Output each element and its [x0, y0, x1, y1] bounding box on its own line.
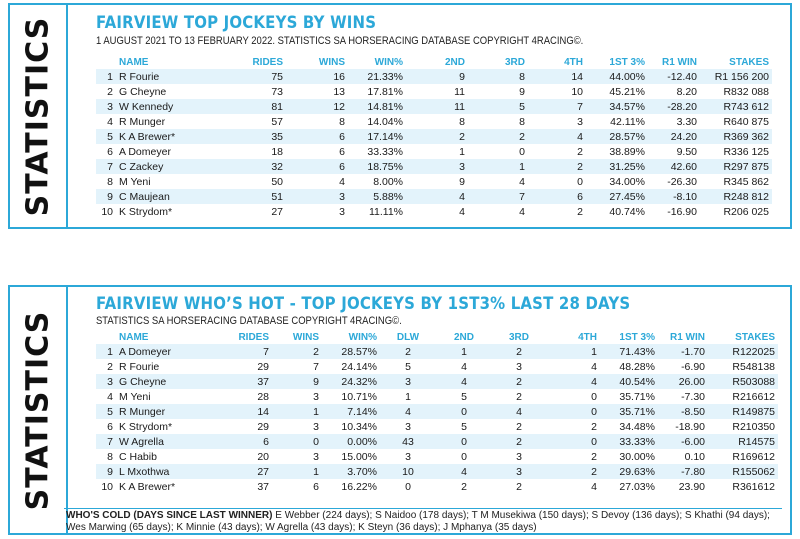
table-row [96, 204, 772, 219]
table-cell: 29 [257, 420, 269, 433]
table-cell: 3 [313, 390, 319, 403]
table-cell: 0 [577, 175, 583, 188]
table-cell: R210350 [732, 420, 775, 433]
table-cell: M Yeni [119, 175, 151, 188]
table-cell: M Yeni [119, 390, 151, 403]
table-cell: 4 [380, 404, 436, 419]
table-cell: 21.33% [348, 69, 406, 84]
table-cell: 16.22% [341, 480, 377, 493]
table-cell: -6.00 [658, 434, 708, 449]
table-cell: 15.00% [341, 450, 377, 463]
column-header: NAME [119, 56, 149, 68]
table-cell: 11.11% [368, 205, 403, 218]
table-cell: R743 612 [700, 99, 772, 114]
table-cell: 2 [380, 344, 436, 359]
column-header: WIN% [374, 56, 403, 68]
table-row [96, 359, 778, 374]
table-cell: 40.54% [600, 374, 658, 389]
table-cell: 43 [380, 434, 436, 449]
table-cell: R548138 [732, 360, 775, 373]
table-cell: 14.81% [348, 99, 406, 114]
table-cell: 23.90 [678, 480, 705, 493]
table-cell: -16.90 [667, 205, 697, 218]
table-cell: 5.88% [348, 189, 406, 204]
table-cell: 1 [546, 344, 600, 359]
table-cell: 16 [286, 69, 348, 84]
table-cell: 10.71% [341, 390, 377, 403]
table-cell: 10 [101, 205, 113, 218]
table-cell: 24.32% [322, 374, 380, 389]
table-cell: 7 [212, 344, 272, 359]
table-cell: 1 [405, 390, 411, 403]
table-cell: 50 [271, 175, 283, 188]
column-header: 4TH [564, 56, 583, 68]
table-cell: 75 [216, 69, 286, 84]
table-cell: -18.90 [675, 420, 705, 433]
column-header: WIN% [348, 331, 377, 343]
table-cell: 3 [286, 189, 348, 204]
table-row [96, 479, 778, 494]
column-header: RIDES [238, 331, 269, 343]
table-cell: 0 [436, 434, 492, 449]
table-cell: R832 088 [723, 85, 769, 98]
table-cell: 0 [272, 434, 322, 449]
whos-cold-label: WHO'S COLD (DAYS SINCE LAST WINNER) [66, 510, 273, 521]
column-header: WINS [292, 331, 319, 343]
table-cell: 5 [405, 360, 411, 373]
table-cell: 57 [271, 115, 283, 128]
table-cell: 6 [212, 434, 272, 449]
table-cell: 7.14% [322, 404, 380, 419]
table-cell: 32 [216, 159, 286, 174]
table-row [96, 144, 772, 159]
table-cell: G Cheyne [116, 374, 212, 389]
table-cell: 2 [492, 434, 546, 449]
column-header: 3RD [504, 56, 525, 68]
column-header [96, 330, 116, 344]
table-cell: R Fourie [119, 360, 160, 373]
column-header: 1ST 3% [609, 56, 645, 68]
table-cell: 4 [436, 464, 492, 479]
table-cell: 10 [380, 464, 436, 479]
table-cell: 8.20 [676, 85, 697, 98]
table-cell: 7 [313, 360, 319, 373]
table-cell: 4 [519, 175, 525, 188]
column-header: 1ST 3% [619, 331, 655, 343]
table-cell: 35.71% [619, 390, 655, 403]
table-row [96, 114, 772, 129]
table-row [96, 374, 778, 389]
table-cell: R Munger [116, 404, 212, 419]
column-header: STAKES [729, 56, 769, 68]
table-cell: 7 [528, 99, 586, 114]
table-cell: W Agrella [116, 434, 212, 449]
table-cell: 27 [271, 205, 283, 218]
table-cell: 7 [468, 189, 528, 204]
table-cell: 28 [257, 390, 269, 403]
panel-content [66, 287, 782, 533]
table-cell: C Habib [119, 450, 157, 463]
table-cell: 9.50 [676, 145, 697, 158]
side-label: STATISTICS [20, 16, 56, 216]
table-cell: -7.80 [658, 464, 708, 479]
table-cell: 2 [528, 159, 586, 174]
table-cell: 3 [339, 205, 345, 218]
table-cell: 2 [591, 420, 597, 433]
table-cell: 2 [107, 85, 113, 98]
table-cell: G Cheyne [119, 85, 167, 98]
table-cell: 6 [107, 145, 113, 158]
table-cell: 3 [313, 420, 319, 433]
table-cell: 7 [96, 159, 116, 174]
table-cell: 3 [380, 374, 436, 389]
table-cell: -1.70 [658, 344, 708, 359]
table-cell: 7 [96, 434, 116, 449]
table-cell: 18.75% [348, 159, 406, 174]
table-cell: 3 [405, 420, 411, 433]
table-cell: 4 [107, 115, 113, 128]
table-cell: R169612 [732, 450, 775, 463]
table-cell: 5 [468, 99, 528, 114]
table-cell: 3 [516, 360, 522, 373]
table-cell: 2 [468, 129, 528, 144]
table-cell: 5 [461, 420, 467, 433]
table-cell: 2 [492, 344, 546, 359]
table-cell: C Maujean [116, 189, 216, 204]
table-cell: 2 [492, 374, 546, 389]
table-cell: 1 [96, 69, 116, 84]
table-cell: R155062 [708, 464, 778, 479]
column-header: R1 WIN [670, 331, 705, 343]
table-cell: 6 [286, 129, 348, 144]
table-cell: R361612 [732, 480, 775, 493]
table-cell: 6 [528, 189, 586, 204]
table-header-row [96, 55, 772, 69]
table-cell: -6.90 [681, 360, 705, 373]
column-header: WINS [318, 56, 345, 68]
table-cell: 1 [436, 344, 492, 359]
table-cell: 4 [519, 205, 525, 218]
column-header: STAKES [735, 331, 775, 343]
table-cell: 3 [577, 115, 583, 128]
table-body [96, 344, 778, 494]
table-row [96, 84, 772, 99]
table-cell: 2 [516, 390, 522, 403]
table-cell: 33.33% [367, 145, 403, 158]
table-cell: 44.00% [586, 69, 648, 84]
table-cell: 14.04% [367, 115, 403, 128]
table-cell: 0.10 [684, 450, 705, 463]
table-row [96, 449, 778, 464]
table-cell: 34.48% [619, 420, 655, 433]
table-cell: 2 [406, 129, 468, 144]
table-cell: 20 [257, 450, 269, 463]
table-cell: 0 [461, 450, 467, 463]
table-header-row [96, 330, 778, 344]
table-cell: 1 [96, 344, 116, 359]
table-cell: 4 [406, 189, 468, 204]
table-cell: 10 [101, 480, 113, 493]
table-cell: 2 [516, 480, 522, 493]
table-cell: 2 [546, 464, 600, 479]
table-cell: 12 [286, 99, 348, 114]
table-cell: 73 [271, 85, 283, 98]
table-cell: L Mxothwa [116, 464, 212, 479]
table-row [96, 174, 772, 189]
table-cell: 2 [461, 480, 467, 493]
table-cell: 8 [339, 115, 345, 128]
table-cell: R640 875 [723, 115, 769, 128]
table-row [96, 404, 778, 419]
table-row [96, 419, 778, 434]
table-cell: 2 [516, 420, 522, 433]
table-cell: 34.00% [609, 175, 645, 188]
table-cell: 26.00 [658, 374, 708, 389]
table-cell: 3.30 [676, 115, 697, 128]
side-label-box [10, 5, 68, 227]
table-row [96, 159, 772, 174]
table-cell: 38.89% [609, 145, 645, 158]
whos-cold-text: E Webber (224 days); S Naidoo (178 days); T M Musekiwa (150 days); S Devoy (136 days); S Khathi (94 days); Wes Marwing (65 days); K Minnie (43 days); W Agrella (43 days); K Steyn (36 days); J Mphanya (35 days) [66, 510, 770, 533]
table-cell: 3 [492, 464, 546, 479]
table-cell: 2 [577, 205, 583, 218]
table-cell: 8.00% [373, 175, 403, 188]
table-cell: 28.57% [586, 129, 648, 144]
table-cell: 0 [591, 390, 597, 403]
table-cell: 5 [96, 129, 116, 144]
column-header: 2ND [444, 56, 465, 68]
table-cell: K A Brewer* [116, 129, 216, 144]
table-cell: 10.34% [341, 420, 377, 433]
table-body [96, 69, 772, 219]
table-cell: 6 [339, 145, 345, 158]
table-cell: 30.00% [619, 450, 655, 463]
table-cell: 4 [436, 374, 492, 389]
table-cell: A Domeyer [116, 344, 212, 359]
table-cell: 31.25% [586, 159, 648, 174]
table-cell: W Kennedy [116, 99, 216, 114]
table-cell: 3 [313, 450, 319, 463]
table-cell: 37 [257, 480, 269, 493]
table-cell: 81 [216, 99, 286, 114]
table-cell: R14575 [708, 434, 778, 449]
table-cell: R1 156 200 [700, 69, 772, 84]
table-cell: 3 [96, 99, 116, 114]
table-cell: K Strydom* [119, 420, 173, 433]
table-cell: 29.63% [600, 464, 658, 479]
table-cell: 24.20 [648, 129, 700, 144]
table-cell: 1 [272, 404, 322, 419]
table-cell: 0.00% [322, 434, 380, 449]
column-header: 4TH [578, 331, 597, 343]
stats-panel-top-wins [8, 3, 792, 229]
table-cell: 51 [216, 189, 286, 204]
table-row [96, 99, 772, 114]
table-cell: 24.14% [341, 360, 377, 373]
table-cell: 0 [519, 145, 525, 158]
table-cell: R336 125 [723, 145, 769, 158]
table-cell: R149875 [708, 404, 778, 419]
table-cell: 45.21% [609, 85, 645, 98]
panel-subtitle: 1 AUGUST 2021 TO 13 FEBRUARY 2022. STATISTICS SA HORSERACING DATABASE COPYRIGHT 4RACING©. [96, 35, 584, 47]
table-cell: 9 [406, 69, 468, 84]
table-cell: 42.11% [610, 115, 645, 128]
table-cell: 35 [216, 129, 286, 144]
table-cell: -7.30 [681, 390, 705, 403]
table-cell: 0 [546, 434, 600, 449]
column-header: 3RD [508, 331, 529, 343]
table-cell: 2 [577, 145, 583, 158]
table-cell: A Domeyer [119, 145, 171, 158]
table-cell: 5 [461, 390, 467, 403]
table-cell: 0 [436, 404, 492, 419]
table-cell: 9 [459, 175, 465, 188]
table-cell: -12.40 [648, 69, 700, 84]
table-cell: K Strydom* [119, 205, 173, 218]
table-cell: 3 [405, 450, 411, 463]
table-cell: 27.45% [586, 189, 648, 204]
table-cell: -8.10 [648, 189, 700, 204]
table-cell: 8 [107, 175, 113, 188]
table-cell: C Zackey [116, 159, 216, 174]
table-cell: R345 862 [723, 175, 769, 188]
panel-content [96, 5, 782, 227]
table-cell: 42.60 [648, 159, 700, 174]
table-cell: R248 812 [700, 189, 772, 204]
whos-hot-table [96, 330, 778, 494]
table-cell: 11 [454, 85, 465, 98]
table-row [96, 344, 778, 359]
table-cell: 71.43% [600, 344, 658, 359]
table-row [96, 434, 778, 449]
table-cell: 29 [257, 360, 269, 373]
table-cell: 4 [339, 175, 345, 188]
panel-title: FAIRVIEW TOP JOCKEYS BY WINS [96, 13, 377, 33]
table-cell: 48.28% [619, 360, 655, 373]
panel-subtitle: STATISTICS SA HORSERACING DATABASE COPYRIGHT 4RACING©. [96, 315, 402, 327]
table-cell: K A Brewer* [119, 480, 176, 493]
table-row [96, 129, 772, 144]
top-jockeys-table [96, 55, 772, 219]
table-cell: 6 [286, 159, 348, 174]
table-cell: 33.33% [600, 434, 658, 449]
table-cell: 3.70% [322, 464, 380, 479]
table-cell: R297 875 [700, 159, 772, 174]
table-cell: R369 362 [700, 129, 772, 144]
table-cell: 8 [519, 115, 525, 128]
table-cell: 1 [272, 464, 322, 479]
column-header: 2ND [453, 331, 474, 343]
table-cell: 27.03% [619, 480, 655, 493]
table-cell: 4 [528, 129, 586, 144]
table-cell: 3 [516, 450, 522, 463]
side-label: STATISTICS [20, 310, 56, 510]
table-cell: R Fourie [116, 69, 216, 84]
side-label-box [10, 287, 68, 533]
column-header [96, 55, 116, 69]
table-cell: 17.14% [348, 129, 406, 144]
table-cell: 4 [461, 360, 467, 373]
column-header: DLW [396, 331, 420, 343]
table-cell: 2 [107, 360, 113, 373]
table-cell: 14 [212, 404, 272, 419]
table-cell: 9 [96, 464, 116, 479]
table-cell: 4 [492, 404, 546, 419]
table-row [96, 389, 778, 404]
table-cell: R122025 [708, 344, 778, 359]
table-row [96, 189, 772, 204]
table-cell: 37 [212, 374, 272, 389]
table-cell: -8.50 [658, 404, 708, 419]
table-cell: R Munger [119, 115, 166, 128]
table-cell: 18 [271, 145, 283, 158]
table-cell: R216612 [732, 390, 775, 403]
table-cell: 9 [272, 374, 322, 389]
table-row [96, 464, 778, 479]
table-cell: 0 [405, 480, 411, 493]
table-cell: 27 [212, 464, 272, 479]
table-cell: 9 [519, 85, 525, 98]
table-cell: 6 [107, 420, 113, 433]
table-cell: 1 [459, 145, 465, 158]
table-cell: 8 [107, 450, 113, 463]
table-cell: 4 [591, 480, 597, 493]
panel-title: FAIRVIEW WHO’S HOT - TOP JOCKEYS BY 1ST3% LAST 28 DAYS [96, 294, 631, 314]
table-cell: R503088 [708, 374, 778, 389]
table-cell: 34.57% [586, 99, 648, 114]
table-cell: 40.74% [609, 205, 645, 218]
table-cell: -28.20 [648, 99, 700, 114]
table-cell: 10 [571, 85, 583, 98]
table-cell: 11 [406, 99, 468, 114]
table-cell: 8 [459, 115, 465, 128]
table-cell: 4 [591, 360, 597, 373]
table-cell: 6 [313, 480, 319, 493]
table-cell: 9 [96, 189, 116, 204]
whos-cold-note [64, 508, 782, 534]
table-cell: 0 [546, 404, 600, 419]
table-cell: -26.30 [667, 175, 697, 188]
table-cell: 4 [459, 205, 465, 218]
column-header: RIDES [252, 56, 283, 68]
table-cell: 1 [468, 159, 528, 174]
table-cell: 35.71% [600, 404, 658, 419]
table-cell: 14 [528, 69, 586, 84]
table-cell: 2 [591, 450, 597, 463]
table-cell: 28.57% [322, 344, 380, 359]
column-header: R1 WIN [662, 56, 697, 68]
table-cell: 3 [406, 159, 468, 174]
column-header: NAME [119, 331, 149, 343]
table-cell: 4 [546, 374, 600, 389]
table-cell: 3 [96, 374, 116, 389]
table-cell: R206 025 [723, 205, 769, 218]
table-cell: 17.81% [367, 85, 403, 98]
table-cell: 8 [468, 69, 528, 84]
table-cell: 2 [272, 344, 322, 359]
table-cell: 13 [333, 85, 345, 98]
table-cell: 5 [96, 404, 116, 419]
table-row [96, 69, 772, 84]
table-cell: 4 [107, 390, 113, 403]
stats-panel-whos-hot [8, 285, 792, 535]
